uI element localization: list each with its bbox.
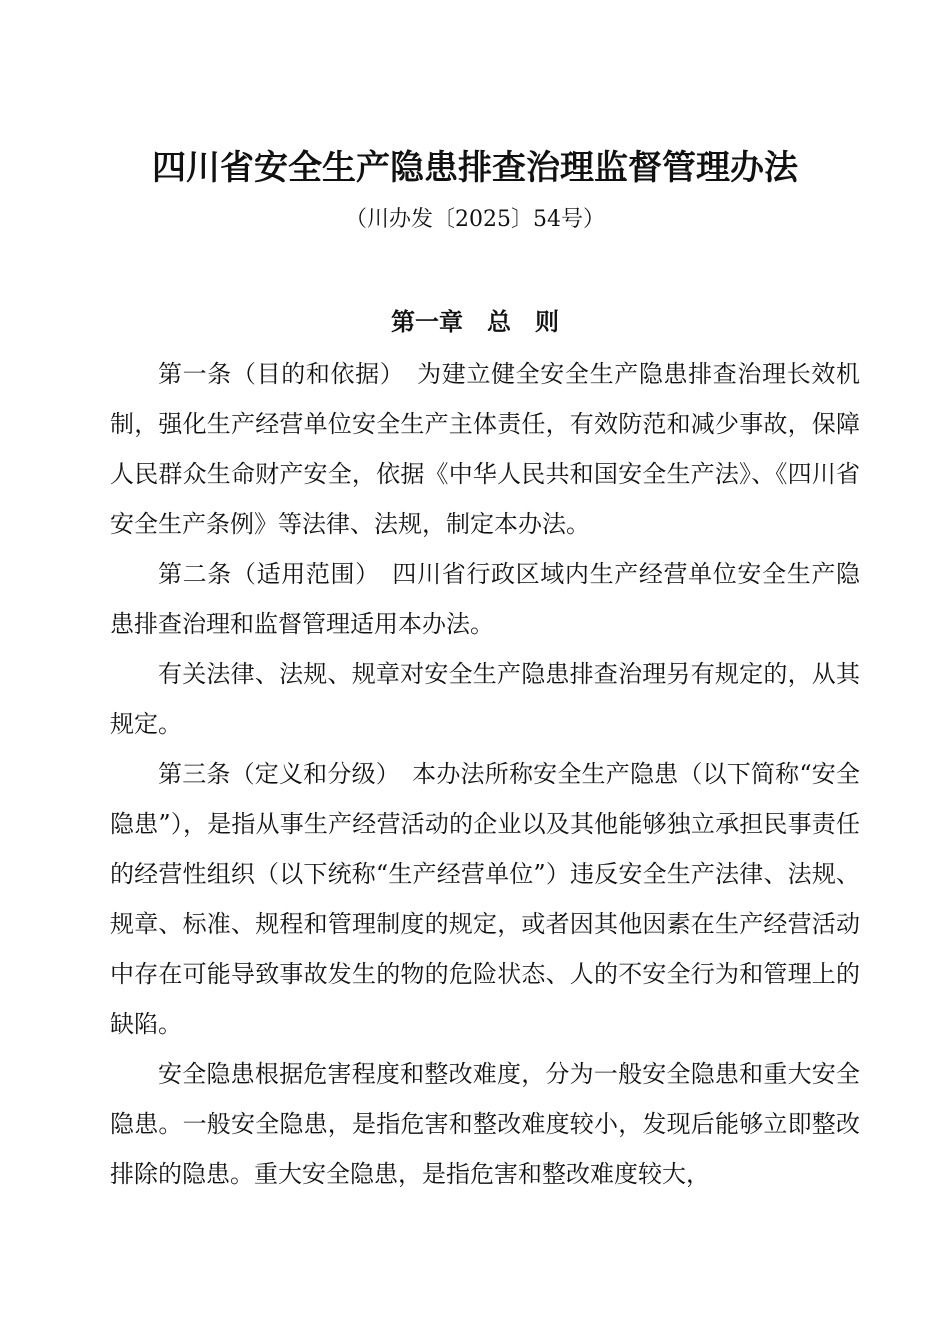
paragraph-article-1: 第一条（目的和依据） 为建立健全安全生产隐患排查治理长效机制，强化生产经营单位安全生产主体责任，有效防范和减少事故，保障人民群众生命财产安全，依据《中华人民共和国安全生产法》、《四川省安全生产条例》等法律、法规，制定本办法。 (110, 360, 860, 538)
paragraph-article-3-grading: 安全隐患根据危害程度和整改难度，分为一般安全隐患和重大安全隐患。一般安全隐患，是指危害和整改难度较小，发现后能够立即整改排除的隐患。重大安全隐患，是指危害和整改难度较大， (110, 1060, 860, 1188)
document-title: 四川省安全生产隐患排查治理监督管理办法 (152, 148, 798, 188)
document-number: （川办发〔2025〕54号） (345, 207, 605, 232)
chapter-heading: 第一章 总 则 (391, 308, 559, 336)
paragraph-article-2-clause: 有关法律、法规、规章对安全生产隐患排查治理另有规定的，从其规定。 (110, 660, 860, 738)
paragraph-article-3: 第三条（定义和分级） 本办法所称安全生产隐患（以下简称“安全隐患”），是指从事生产经营活动的企业以及其他能够独立承担民事责任的经营性组织（以下统称“生产经营单位”）违反安全生产法律、法规、规章、标准、规程和管理制度的规定，或者因其他因素在生产经营活动中存在可能导致事故发生的物的危险状态、人的不安全行为和管理上的缺陷。 (110, 760, 860, 1038)
document-body (110, 349, 860, 1199)
paragraph-article-2: 第二条（适用范围） 四川省行政区域内生产经营单位安全生产隐患排查治理和监督管理适用本办法。 (110, 560, 860, 638)
